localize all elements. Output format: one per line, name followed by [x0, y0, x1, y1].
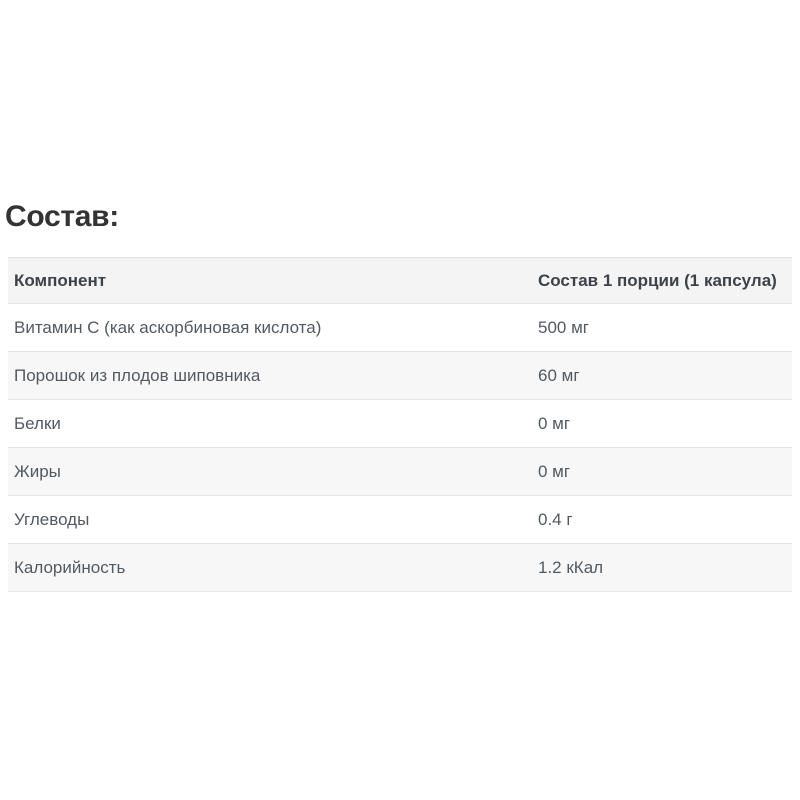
table-row: [8, 400, 792, 448]
composition-table-header: [8, 258, 792, 304]
table-row: [8, 496, 792, 544]
component-cell: Порошок из плодов шиповника: [14, 365, 261, 385]
amount-cell: 60 мг: [538, 365, 580, 385]
component-cell: Жиры: [14, 461, 61, 481]
amount-cell: 0 мг: [538, 413, 571, 433]
composition-table: [8, 257, 792, 592]
table-row: [8, 304, 792, 352]
component-cell: Витамин C (как аскорбиновая кислота): [14, 317, 322, 337]
column-header-serving: Состав 1 порции (1 капсула): [538, 258, 792, 304]
header-row: [8, 258, 792, 304]
composition-table-body: [8, 304, 792, 592]
composition-section-title: Состав:: [5, 200, 119, 233]
amount-cell: 0 мг: [538, 461, 571, 481]
amount-cell: 500 мг: [538, 317, 589, 337]
component-cell: Белки: [14, 413, 61, 433]
table-row: [8, 544, 792, 592]
table-row: [8, 352, 792, 400]
table-row: [8, 448, 792, 496]
column-header-component: Компонент: [8, 258, 538, 304]
amount-cell: 0.4 г: [538, 509, 573, 529]
amount-cell: 1.2 кКал: [538, 557, 604, 577]
component-cell: Калорийность: [14, 557, 126, 577]
component-cell: Углеводы: [14, 509, 90, 529]
